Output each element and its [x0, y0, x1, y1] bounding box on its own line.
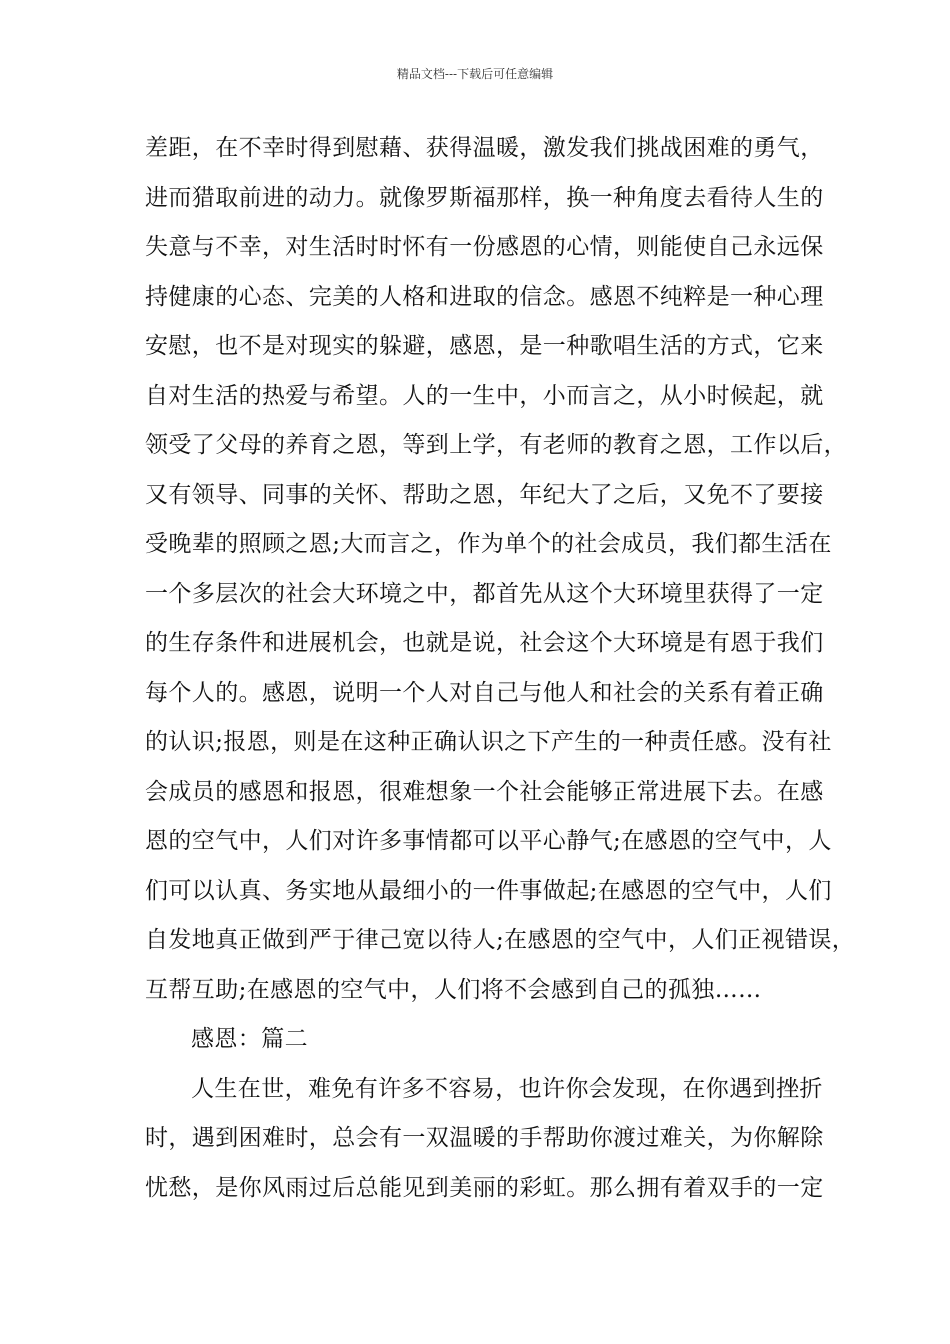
paragraph-line: 恩的空气中，人们对许多事情都可以平心静气;在感恩的空气中，人: [145, 828, 832, 854]
page-header: 精品文档---下载后可任意编辑: [396, 67, 554, 81]
paragraph-line: 会成员的感恩和报恩，很难想象一个社会能够正常进展下去。在感: [145, 778, 824, 805]
paragraph-line: 受晚辈的照顾之恩;大而言之，作为单个的社会成员，我们都生活在: [145, 531, 832, 557]
paragraph-line: 人生在世，难免有许多不容易，也许你会发现，在你遇到挫折: [191, 1075, 823, 1102]
section-heading: 感恩：篇二: [191, 1026, 308, 1052]
paragraph-line: 忧愁，是你风雨过后总能见到美丽的彩虹。那么拥有着双手的一定: [145, 1174, 824, 1201]
paragraph-line: 的认识;报恩，则是在这种正确认识之下产生的一种责任感。没有社: [145, 729, 832, 755]
paragraph-line: 差距，在不幸时得到慰藉、获得温暖，激发我们挑战困难的勇气，: [145, 135, 824, 161]
paragraph-line: 领受了父母的养育之恩，等到上学，有老师的教育之恩，工作以后，: [145, 432, 847, 458]
paragraph-line: 失意与不幸，对生活时时怀有一份感恩的心情，则能使自己永远保: [145, 234, 824, 260]
paragraph-line: 一个多层次的社会大环境之中，都首先从这个大环境里获得了一定: [145, 580, 824, 607]
paragraph-line: 时，遇到困难时，总会有一双温暖的手帮助你渡过难关，为你解除: [145, 1125, 824, 1151]
paragraph-line: 自对生活的热爱与希望。人的一生中，小而言之，从小时候起，就: [145, 382, 824, 409]
paragraph-line: 每个人的。感恩，说明一个人对自己与他人和社会的关系有着正确: [145, 679, 824, 706]
document-body: [145, 124, 856, 1213]
paragraph-line: 们可以认真、务实地从最细小的一件事做起;在感恩的空气中，人们: [145, 877, 832, 904]
paragraph-line: 的生存条件和进展机会，也就是说，社会这个大环境是有恩于我们: [145, 630, 824, 656]
paragraph-line: 又有领导、同事的关怀、帮助之恩，年纪大了之后，又免不了要接: [145, 481, 824, 508]
paragraph-line: 持健康的心态、完美的人格和进取的信念。感恩不纯粹是一种心理: [145, 283, 824, 310]
paragraph-line: 互帮互助;在感恩的空气中，人们将不会感到自己的孤独……: [145, 976, 762, 1003]
paragraph-line: 进而猎取前进的动力。就像罗斯福那样，换一种角度去看待人生的: [145, 184, 824, 211]
paragraph-line: 安慰，也不是对现实的躲避，感恩，是一种歌唱生活的方式，它来: [145, 333, 824, 359]
paragraph-line: 自发地真正做到严于律己宽以待人;在感恩的空气中，人们正视错误，: [145, 927, 856, 953]
